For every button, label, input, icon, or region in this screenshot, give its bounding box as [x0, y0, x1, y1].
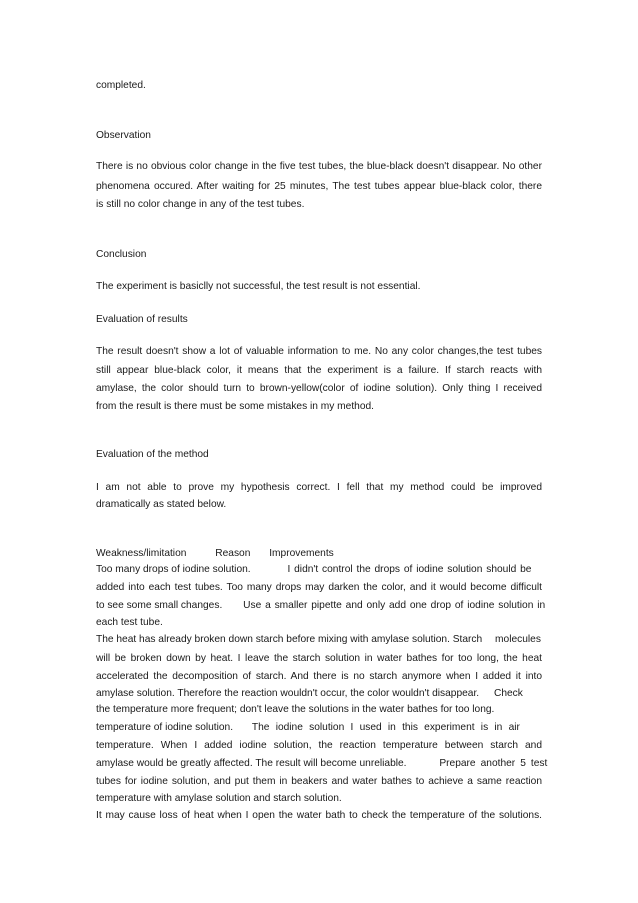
row3-reason-line: temperature. When I added iodine solution, the reaction temperature between starch and — [96, 740, 542, 751]
table-row — [96, 722, 542, 733]
observation-heading: Observation — [96, 130, 151, 141]
observation-line-1: There is no obvious color change in the five test tubes, the blue-black doesn't disappear. No other — [96, 161, 542, 172]
table-row — [96, 564, 542, 575]
evaluation-results-line-3: amylase, the color should turn to brown-yellow(color of iodine solution). Only thing I received — [96, 383, 542, 394]
row2-improvement-end: the temperature more frequent; don't leave the solutions in the water bathes for too long. — [96, 704, 495, 715]
table-row — [96, 600, 546, 611]
table-header-weakness: Weakness/limitation — [96, 548, 187, 559]
row2-reason-line-2: accelerated the decomposition of starch. And there is no starch anymore when I added it into — [96, 671, 542, 682]
observation-line-3: is still no color change in any of the test tubes. — [96, 199, 305, 210]
conclusion-heading: Conclusion — [96, 249, 147, 260]
table-header-improvements: Improvements — [269, 548, 334, 559]
row1-reason-line: added into each test tubes. Too many drops may darken the color, and it would become difficult — [96, 582, 542, 593]
row1-reason-start: I didn't control the drops of iodine solution should be — [287, 564, 532, 575]
evaluation-method-line-2: dramatically as stated below. — [96, 499, 227, 510]
row1-reason-end: to see some small changes. — [96, 600, 223, 611]
row3-reason-start: The iodine solution I used in this experiment is in air — [251, 722, 520, 733]
table-header-reason: Reason — [215, 548, 251, 559]
row1-improvement-end: each test tube. — [96, 617, 163, 628]
final-line: It may cause loss of heat when I open the water bath to check the temperature of the solutions. — [96, 810, 542, 821]
row3-weakness: temperature of iodine solution. — [96, 722, 234, 733]
row2-reason-line-1: will be broken down by heat. I leave the starch solution in water bathes for too long, the heat — [96, 653, 542, 664]
lead-text: completed. — [96, 80, 146, 91]
row2-improvement-start: Check — [493, 688, 523, 699]
evaluation-results-heading: Evaluation of results — [96, 314, 188, 325]
row3-reason-end: amylase would be greatly affected. The result will become unreliable. — [96, 758, 407, 769]
row3-improvement-end: temperature with amylase solution and starch solution. — [96, 793, 342, 804]
table-header-row — [96, 548, 542, 559]
evaluation-method-line-1: I am not able to prove my hypothesis correct. I fell that my method could be improved — [96, 482, 542, 493]
observation-line-2: phenomena occured. After waiting for 25 minutes, The test tubes appear blue-black color, there — [96, 181, 542, 192]
row2-weakness: The heat has already broken down starch before mixing with amylase solution. Starch — [96, 634, 483, 645]
row2-reason-end: amylase solution. Therefore the reaction wouldn't occur, the color wouldn't disappear. — [96, 688, 480, 699]
table-row — [96, 758, 548, 769]
row1-weakness: Too many drops of iodine solution. — [96, 564, 251, 575]
row2-reason-start: molecules — [495, 634, 541, 645]
evaluation-method-heading: Evaluation of the method — [96, 449, 209, 460]
row1-improvement-start: Use a smaller pipette and only add one drop of iodine solution in — [243, 600, 546, 611]
table-row — [96, 634, 542, 645]
conclusion-text: The experiment is basiclly not successful, the test result is not essential. — [96, 281, 421, 292]
evaluation-results-line-2: still appear blue-black color, it means that the experiment is a failure. If starch reacts with — [96, 365, 542, 376]
table-row — [96, 688, 542, 699]
row3-improvement-start: Prepare another 5 test — [439, 758, 548, 769]
evaluation-results-line-4: from the result is there must be some mistakes in my method. — [96, 401, 374, 412]
evaluation-results-line-1: The result doesn't show a lot of valuable information to me. No any color changes,the test tubes — [96, 346, 542, 357]
row3-improvement-line: tubes for iodine solution, and put them in beakers and water bathes to achieve a same reaction — [96, 776, 542, 787]
